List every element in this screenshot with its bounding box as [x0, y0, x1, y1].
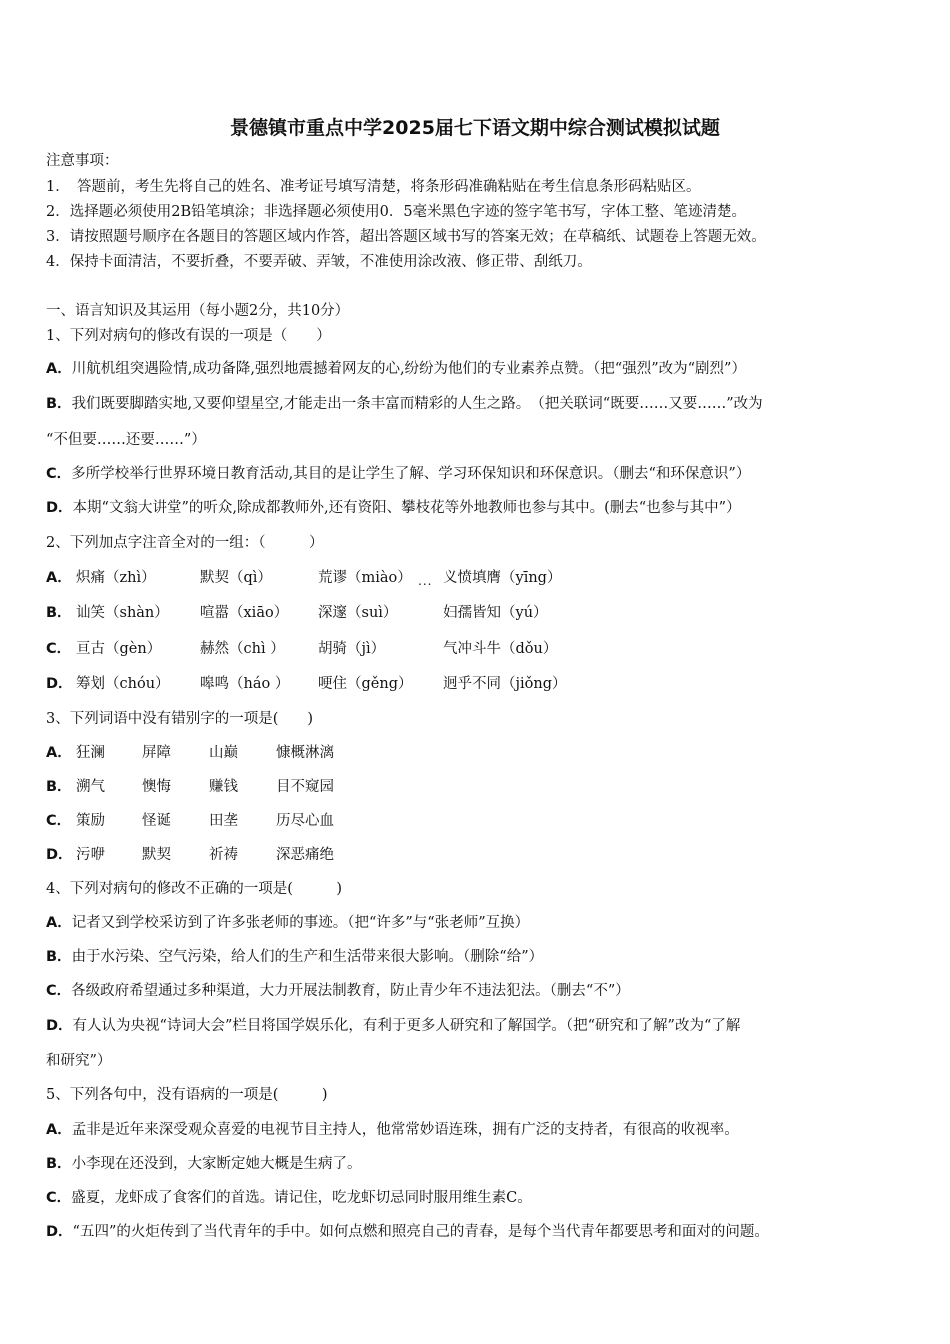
- option-item: 污咿: [76, 847, 105, 863]
- option-d-continued: 和研究”）: [46, 1053, 112, 1069]
- option-item: 讪笑（shàn）: [76, 605, 169, 621]
- question-stem: 3、下列词语中没有错别字的一项是( ): [46, 711, 314, 727]
- option-label: B．: [46, 949, 72, 965]
- option-item: 哽住（gěng）: [318, 676, 413, 692]
- option-item: 历尽心血: [276, 813, 334, 829]
- option-text: 由于水污染、空气污染，给人们的生产和生活带来很大影响。（删除“给”）: [71, 949, 544, 965]
- option-b: [46, 947, 543, 967]
- option-label: B．: [46, 396, 72, 412]
- option-label: D．: [46, 500, 73, 516]
- notice-item: 1． 答题前，考生先将自己的姓名、准考证号填写清楚，将条形码准确粘贴在考生信息条形码粘贴区。: [46, 179, 701, 195]
- option-a: [46, 913, 529, 933]
- option-text: 多所学校举行世界环境日教育活动,其目的是让学生了解、学习环保知识和环保意识。（删去“和环保意识”）: [71, 466, 751, 482]
- option-item: 喧嚣（xiāo）: [200, 605, 289, 621]
- option-text: 各级政府希望通过多种渠道，大力开展法制教育，防止青少年不违法犯法。（删去“不”）: [71, 983, 630, 999]
- option-d: [46, 1016, 740, 1036]
- option-text: 有人认为央视“诗词大会”栏目将国学娱乐化，有利于更多人研究和了解国学。（把“研究和了解”改为“了解: [72, 1018, 741, 1034]
- option-item: 炽痛（zhì）: [76, 570, 156, 586]
- option-item: 亘古（gèn）: [76, 641, 162, 657]
- option-b: [46, 394, 763, 414]
- page-title: 景德镇市重点中学2025届七下语文期中综合测试模拟试题: [230, 117, 720, 139]
- option-item: 默契: [142, 847, 171, 863]
- option-a: [46, 1120, 739, 1140]
- option-label: C．: [46, 1190, 72, 1206]
- option-label: C．: [46, 983, 72, 999]
- option-label: C．: [46, 641, 72, 657]
- option-b-continued: “不但要……还要……”）: [46, 432, 206, 448]
- option-label: A．: [46, 570, 72, 586]
- option-text: “五四”的火炬传到了当代青年的手中。如何点燃和照亮自己的青春，是每个当代青年都要思考和面对的问题。: [72, 1224, 769, 1240]
- question-stem: 4、下列对病句的修改不正确的一项是( ): [46, 881, 343, 897]
- option-label: C．: [46, 466, 72, 482]
- option-text: 孟非是近年来深受观众喜爱的电视节目主持人，他常常妙语连珠，拥有广泛的支持者，有很高的收视率。: [71, 1122, 739, 1138]
- option-label: A．: [46, 915, 72, 931]
- option-item: 目不窥园: [276, 779, 334, 795]
- option-item: 气冲斗牛（dǒu）: [443, 641, 558, 657]
- option-b: [46, 1154, 362, 1174]
- option-item: 默契（qì）: [200, 570, 272, 586]
- notice-item: 3．请按照题号顺序在各题目的答题区域内作答，超出答题区域书写的答案无效；在草稿纸、试题卷上答题无效。: [46, 229, 766, 245]
- notice-item: 4．保持卡面清洁，不要折叠，不要弄破、弄皱，不准使用涂改液、修正带、刮纸刀。: [46, 254, 592, 270]
- option-item: 深邃（suì）: [318, 605, 398, 621]
- option-item: 荒谬（miào）: [318, 570, 412, 586]
- section-heading: 一、语言知识及其运用（每小题2分，共10分）: [46, 303, 350, 319]
- option-label: B．: [46, 605, 72, 621]
- option-label: D．: [46, 1224, 73, 1240]
- option-c: [46, 981, 630, 1001]
- option-text: 小李现在还没到，大家断定她大概是生病了。: [71, 1156, 362, 1172]
- option-label: A．: [46, 361, 72, 377]
- notice-heading: 注意事项：: [46, 153, 119, 169]
- option-item: 赚钱: [209, 779, 238, 795]
- question-stem: 5、下列各句中，没有语病的一项是( ): [46, 1087, 328, 1103]
- option-label: D．: [46, 676, 73, 692]
- option-label: D．: [46, 847, 73, 863]
- question-stem: 2、下列加点字注音全对的一组：（ ）: [46, 535, 324, 551]
- option-item: 深恶痛绝: [276, 847, 334, 863]
- option-label: A．: [46, 745, 72, 761]
- option-item: 妇孺皆知（yú）: [443, 605, 548, 621]
- option-label: D．: [46, 1018, 73, 1034]
- option-item: 山巅: [209, 745, 238, 761]
- option-c: [46, 464, 750, 484]
- option-item: 策励: [76, 813, 105, 829]
- option-item: 田垄: [209, 813, 238, 829]
- option-text: 记者又到学校采访到了许多张老师的事迹。（把“许多”与“张老师”互换）: [71, 915, 530, 931]
- option-item: 溯气: [76, 779, 105, 795]
- option-label: B．: [46, 779, 72, 795]
- option-item: 狂澜: [76, 745, 105, 761]
- option-item: 胡骑（jì）: [318, 641, 386, 657]
- option-item: 赫然（chì ）: [200, 641, 285, 657]
- option-d: [46, 498, 741, 518]
- option-item: 迥乎不同（jiǒng）: [443, 676, 567, 692]
- option-label: B．: [46, 1156, 72, 1172]
- option-item: 慷概淋漓: [276, 745, 334, 761]
- question-stem: 1、下列对病句的修改有误的一项是（ ）: [46, 328, 331, 344]
- option-c: [46, 1188, 532, 1208]
- option-text: 本期“文翁大讲堂”的听众,除成都教师外,还有资阳、攀枝花等外地教师也参与其中。(删去“也参与其中”）: [72, 500, 741, 516]
- option-item: 屏障: [142, 745, 171, 761]
- notice-item: 2．选择题必须使用2B铅笔填涂；非选择题必须使用0．5毫米黑色字迹的签字笔书写，字体工整、笔迹清楚。: [46, 204, 747, 220]
- option-item: 嗥鸣（háo ）: [200, 676, 290, 692]
- option-item: 懊悔: [142, 779, 171, 795]
- emphasis-dots: ...: [418, 574, 433, 588]
- option-item: 祈祷: [209, 847, 238, 863]
- option-label: C．: [46, 813, 72, 829]
- option-item: 义愤填膺（yīng）: [443, 570, 562, 586]
- option-text: 盛夏，龙虾成了食客们的首选。请记住，吃龙虾切忌同时服用维生素C。: [71, 1190, 532, 1206]
- option-d: [46, 1222, 769, 1242]
- option-a: [46, 359, 746, 379]
- option-item: 怪诞: [142, 813, 171, 829]
- option-text: 川航机组突遇险情,成功备降,强烈地震撼着网友的心,纷纷为他们的专业素养点赞。（把“强烈”改为“剧烈”）: [71, 361, 746, 377]
- option-text: 我们既要脚踏实地,又要仰望星空,才能走出一条丰富而精彩的人生之路。 （把关联词“既要……又要……”改为: [71, 396, 763, 412]
- option-label: A．: [46, 1122, 72, 1138]
- option-item: 筹划（chóu）: [76, 676, 170, 692]
